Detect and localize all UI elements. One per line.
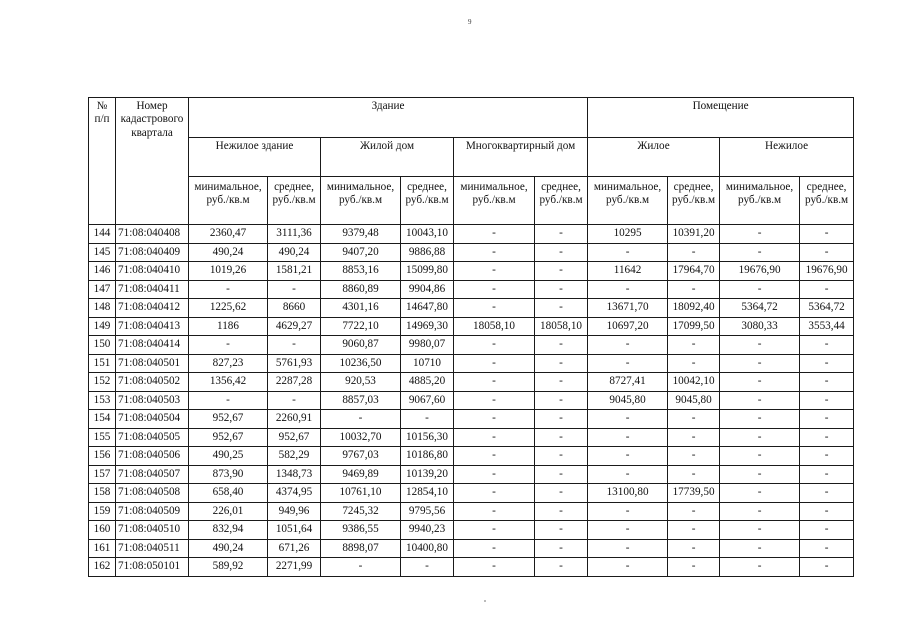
- table-body: [89, 225, 854, 577]
- cell-nonres-building-avg: 4374,95: [268, 484, 321, 503]
- cell-nonres-premises-min: -: [720, 484, 800, 503]
- cell-nonres-building-avg: -: [268, 391, 321, 410]
- cell-nonres-premises-avg: -: [800, 354, 854, 373]
- cell-res-premises-min: -: [588, 447, 668, 466]
- cell-num: 160: [89, 521, 116, 540]
- table-row: [89, 299, 854, 318]
- cell-nonres-premises-avg: -: [800, 539, 854, 558]
- cell-apartment-min: -: [454, 336, 535, 355]
- header-avg: среднее, руб./кв.м: [668, 177, 720, 225]
- cell-apartment-avg: -: [535, 502, 588, 521]
- cell-apartment-avg: -: [535, 280, 588, 299]
- cell-quarter: 71:08:040408: [116, 225, 189, 244]
- header-group-nonresidential-premises: Нежилое: [720, 138, 854, 177]
- table-row: [89, 391, 854, 410]
- table-row: [89, 447, 854, 466]
- table-row: [89, 317, 854, 336]
- cell-nonres-building-avg: 949,96: [268, 502, 321, 521]
- cell-quarter: 71:08:040510: [116, 521, 189, 540]
- cell-nonres-premises-min: -: [720, 465, 800, 484]
- cell-apartment-avg: -: [535, 225, 588, 244]
- cell-house-min: 9379,48: [321, 225, 401, 244]
- cell-house-min: 9060,87: [321, 336, 401, 355]
- cell-res-premises-min: 10295: [588, 225, 668, 244]
- cell-res-premises-avg: 18092,40: [668, 299, 720, 318]
- cell-apartment-min: -: [454, 484, 535, 503]
- table-row: [89, 521, 854, 540]
- cell-res-premises-min: -: [588, 280, 668, 299]
- cell-nonres-building-avg: 952,67: [268, 428, 321, 447]
- scan-speck: [484, 600, 486, 602]
- cell-nonres-building-min: 2360,47: [189, 225, 268, 244]
- cell-apartment-min: -: [454, 539, 535, 558]
- cell-nonres-building-avg: -: [268, 280, 321, 299]
- cell-house-avg: -: [401, 410, 454, 429]
- table-row: [89, 373, 854, 392]
- cell-quarter: 71:08:040501: [116, 354, 189, 373]
- cell-apartment-avg: -: [535, 373, 588, 392]
- cell-res-premises-avg: -: [668, 354, 720, 373]
- cell-nonres-building-avg: 2260,91: [268, 410, 321, 429]
- cell-nonres-premises-min: 3080,33: [720, 317, 800, 336]
- cell-house-min: 7245,32: [321, 502, 401, 521]
- cell-nonres-building-min: 1225,62: [189, 299, 268, 318]
- cell-house-min: 10236,50: [321, 354, 401, 373]
- cell-res-premises-avg: 17964,70: [668, 262, 720, 281]
- header-premises: Помещение: [588, 98, 854, 138]
- cell-nonres-premises-avg: 5364,72: [800, 299, 854, 318]
- cell-house-avg: 9980,07: [401, 336, 454, 355]
- cell-res-premises-avg: -: [668, 280, 720, 299]
- cell-nonres-building-avg: 2287,28: [268, 373, 321, 392]
- cell-house-min: 8857,03: [321, 391, 401, 410]
- cell-house-min: 9407,20: [321, 243, 401, 262]
- table-row: [89, 280, 854, 299]
- header-group-residential-premises: Жилое: [588, 138, 720, 177]
- cell-house-avg: 9904,86: [401, 280, 454, 299]
- cell-house-avg: 14969,30: [401, 317, 454, 336]
- cell-nonres-building-min: 1186: [189, 317, 268, 336]
- cell-house-min: 10032,70: [321, 428, 401, 447]
- cell-num: 147: [89, 280, 116, 299]
- cell-nonres-premises-avg: -: [800, 447, 854, 466]
- cell-apartment-min: -: [454, 465, 535, 484]
- cell-nonres-building-min: 490,24: [189, 539, 268, 558]
- cell-quarter: 71:08:040411: [116, 280, 189, 299]
- cell-nonres-building-avg: 2271,99: [268, 558, 321, 577]
- table-row: [89, 428, 854, 447]
- cell-house-avg: 10043,10: [401, 225, 454, 244]
- header-min: минимальное, руб./кв.м: [588, 177, 668, 225]
- cell-res-premises-avg: -: [668, 502, 720, 521]
- header-avg: среднее, руб./кв.м: [268, 177, 321, 225]
- cell-nonres-premises-avg: -: [800, 502, 854, 521]
- cell-house-min: 9386,55: [321, 521, 401, 540]
- cell-nonres-premises-min: -: [720, 373, 800, 392]
- cell-nonres-premises-min: -: [720, 539, 800, 558]
- table-row: [89, 354, 854, 373]
- cell-house-avg: 14647,80: [401, 299, 454, 318]
- cadastral-value-table: [88, 97, 854, 577]
- cell-nonres-building-avg: 1581,21: [268, 262, 321, 281]
- header-group-apartment-building: Многоквартирный дом: [454, 138, 588, 177]
- cell-res-premises-avg: 17099,50: [668, 317, 720, 336]
- cell-house-avg: 15099,80: [401, 262, 454, 281]
- cell-res-premises-min: 13100,80: [588, 484, 668, 503]
- header-quarter: Номер кадастрового квартала: [116, 98, 189, 225]
- cell-nonres-building-avg: 4629,27: [268, 317, 321, 336]
- cell-nonres-building-avg: 582,29: [268, 447, 321, 466]
- cell-res-premises-min: 8727,41: [588, 373, 668, 392]
- cell-quarter: 71:08:040511: [116, 539, 189, 558]
- cell-nonres-premises-min: -: [720, 336, 800, 355]
- cell-nonres-building-min: 832,94: [189, 521, 268, 540]
- cell-nonres-premises-avg: -: [800, 465, 854, 484]
- cell-res-premises-avg: 10042,10: [668, 373, 720, 392]
- cell-nonres-premises-avg: -: [800, 410, 854, 429]
- cell-nonres-building-min: 873,90: [189, 465, 268, 484]
- cell-house-min: 9767,03: [321, 447, 401, 466]
- cell-res-premises-avg: -: [668, 558, 720, 577]
- cell-house-avg: 4885,20: [401, 373, 454, 392]
- cell-apartment-avg: -: [535, 336, 588, 355]
- cell-apartment-min: -: [454, 410, 535, 429]
- cell-res-premises-avg: -: [668, 521, 720, 540]
- cell-num: 153: [89, 391, 116, 410]
- cell-apartment-min: -: [454, 225, 535, 244]
- cell-num: 144: [89, 225, 116, 244]
- cell-nonres-premises-avg: -: [800, 558, 854, 577]
- cell-apartment-min: -: [454, 243, 535, 262]
- table-row: [89, 225, 854, 244]
- cell-house-avg: 9886,88: [401, 243, 454, 262]
- cell-quarter: 71:08:040502: [116, 373, 189, 392]
- cell-apartment-min: -: [454, 521, 535, 540]
- cell-nonres-premises-min: -: [720, 521, 800, 540]
- cell-apartment-avg: -: [535, 484, 588, 503]
- cell-house-avg: 12854,10: [401, 484, 454, 503]
- cell-nonres-building-min: 1019,26: [189, 262, 268, 281]
- cell-quarter: 71:08:040504: [116, 410, 189, 429]
- cell-apartment-min: -: [454, 354, 535, 373]
- header-group-nonresidential-building: Нежилое здание: [189, 138, 321, 177]
- cell-house-min: 9469,89: [321, 465, 401, 484]
- cell-res-premises-min: -: [588, 539, 668, 558]
- cell-house-min: 8853,16: [321, 262, 401, 281]
- cell-nonres-premises-min: -: [720, 502, 800, 521]
- cell-house-min: 10761,10: [321, 484, 401, 503]
- cell-apartment-min: -: [454, 428, 535, 447]
- cell-apartment-min: 18058,10: [454, 317, 535, 336]
- cell-nonres-premises-avg: -: [800, 484, 854, 503]
- cell-num: 152: [89, 373, 116, 392]
- cell-quarter: 71:08:040413: [116, 317, 189, 336]
- cell-nonres-premises-min: -: [720, 558, 800, 577]
- cell-apartment-avg: 18058,10: [535, 317, 588, 336]
- cell-house-avg: 9795,56: [401, 502, 454, 521]
- header-avg: среднее, руб./кв.м: [401, 177, 454, 225]
- cell-num: 161: [89, 539, 116, 558]
- cell-nonres-building-avg: 5761,93: [268, 354, 321, 373]
- cell-apartment-min: -: [454, 447, 535, 466]
- cell-apartment-avg: -: [535, 410, 588, 429]
- cell-num: 151: [89, 354, 116, 373]
- cell-nonres-premises-avg: -: [800, 243, 854, 262]
- cell-house-avg: 10710: [401, 354, 454, 373]
- cell-apartment-avg: -: [535, 465, 588, 484]
- cell-nonres-premises-avg: 3553,44: [800, 317, 854, 336]
- cell-res-premises-min: -: [588, 243, 668, 262]
- cell-quarter: 71:08:040509: [116, 502, 189, 521]
- cell-quarter: 71:08:040503: [116, 391, 189, 410]
- cell-nonres-premises-min: -: [720, 280, 800, 299]
- header-min: минимальное, руб./кв.м: [720, 177, 800, 225]
- header-group-residential-house: Жилой дом: [321, 138, 454, 177]
- cell-num: 157: [89, 465, 116, 484]
- header-building: Здание: [189, 98, 588, 138]
- cell-nonres-building-avg: 1051,64: [268, 521, 321, 540]
- cell-num: 146: [89, 262, 116, 281]
- cell-apartment-avg: -: [535, 539, 588, 558]
- header-min: минимальное, руб./кв.м: [454, 177, 535, 225]
- cell-nonres-premises-avg: -: [800, 280, 854, 299]
- cell-nonres-building-avg: 3111,36: [268, 225, 321, 244]
- cell-res-premises-min: -: [588, 336, 668, 355]
- cell-nonres-building-min: -: [189, 280, 268, 299]
- cell-num: 159: [89, 502, 116, 521]
- cell-apartment-avg: -: [535, 391, 588, 410]
- cell-apartment-avg: -: [535, 243, 588, 262]
- cell-apartment-avg: -: [535, 447, 588, 466]
- cell-res-premises-avg: 17739,50: [668, 484, 720, 503]
- cell-num: 162: [89, 558, 116, 577]
- cell-nonres-premises-avg: -: [800, 225, 854, 244]
- cell-house-min: 4301,16: [321, 299, 401, 318]
- cell-apartment-min: -: [454, 299, 535, 318]
- cell-house-avg: 10156,30: [401, 428, 454, 447]
- cell-nonres-premises-avg: 19676,90: [800, 262, 854, 281]
- cell-house-avg: 10186,80: [401, 447, 454, 466]
- cell-house-min: -: [321, 410, 401, 429]
- cell-nonres-premises-min: -: [720, 410, 800, 429]
- cell-house-avg: 10400,80: [401, 539, 454, 558]
- cell-num: 155: [89, 428, 116, 447]
- cell-nonres-premises-min: -: [720, 447, 800, 466]
- table-row: [89, 539, 854, 558]
- cell-res-premises-avg: -: [668, 243, 720, 262]
- table-row: [89, 484, 854, 503]
- cell-nonres-building-avg: 490,24: [268, 243, 321, 262]
- cell-apartment-avg: -: [535, 299, 588, 318]
- cell-nonres-building-min: 490,24: [189, 243, 268, 262]
- cell-house-min: 7722,10: [321, 317, 401, 336]
- table-row: [89, 558, 854, 577]
- cell-nonres-premises-avg: -: [800, 391, 854, 410]
- table-row: [89, 410, 854, 429]
- table-header: [89, 98, 854, 225]
- cell-num: 154: [89, 410, 116, 429]
- cell-nonres-premises-min: -: [720, 225, 800, 244]
- cell-apartment-min: -: [454, 391, 535, 410]
- cell-house-min: -: [321, 558, 401, 577]
- cell-apartment-avg: -: [535, 521, 588, 540]
- cell-nonres-building-min: 658,40: [189, 484, 268, 503]
- cell-num: 158: [89, 484, 116, 503]
- cell-nonres-building-min: 589,92: [189, 558, 268, 577]
- cell-nonres-building-min: 490,25: [189, 447, 268, 466]
- cell-res-premises-min: -: [588, 558, 668, 577]
- cell-res-premises-avg: -: [668, 539, 720, 558]
- cell-nonres-building-min: -: [189, 336, 268, 355]
- cell-quarter: 71:08:040507: [116, 465, 189, 484]
- cell-num: 149: [89, 317, 116, 336]
- cell-nonres-premises-min: 19676,90: [720, 262, 800, 281]
- cell-res-premises-min: 11642: [588, 262, 668, 281]
- cell-apartment-min: -: [454, 502, 535, 521]
- cell-nonres-premises-avg: -: [800, 336, 854, 355]
- cell-quarter: 71:08:040412: [116, 299, 189, 318]
- cell-quarter: 71:08:040414: [116, 336, 189, 355]
- cell-house-avg: 9940,23: [401, 521, 454, 540]
- cell-apartment-min: -: [454, 373, 535, 392]
- cell-nonres-building-min: -: [189, 391, 268, 410]
- cell-quarter: 71:08:040505: [116, 428, 189, 447]
- header-min: минимальное, руб./кв.м: [189, 177, 268, 225]
- cell-nonres-premises-avg: -: [800, 373, 854, 392]
- cell-house-avg: -: [401, 558, 454, 577]
- cell-nonres-premises-min: -: [720, 354, 800, 373]
- cell-nonres-building-avg: -: [268, 336, 321, 355]
- cell-res-premises-avg: 9045,80: [668, 391, 720, 410]
- header-avg: среднее, руб./кв.м: [800, 177, 854, 225]
- cell-res-premises-avg: -: [668, 428, 720, 447]
- cell-res-premises-min: 9045,80: [588, 391, 668, 410]
- cell-res-premises-avg: -: [668, 410, 720, 429]
- cell-nonres-premises-avg: -: [800, 521, 854, 540]
- cell-nonres-premises-min: -: [720, 391, 800, 410]
- table-row: [89, 336, 854, 355]
- cell-num: 148: [89, 299, 116, 318]
- page-number: 9: [468, 18, 472, 26]
- cell-nonres-premises-min: 5364,72: [720, 299, 800, 318]
- cell-res-premises-avg: 10391,20: [668, 225, 720, 244]
- cell-res-premises-min: -: [588, 465, 668, 484]
- cell-apartment-avg: -: [535, 558, 588, 577]
- cell-num: 145: [89, 243, 116, 262]
- cell-num: 150: [89, 336, 116, 355]
- cell-res-premises-avg: -: [668, 447, 720, 466]
- cell-quarter: 71:08:040508: [116, 484, 189, 503]
- table-row: [89, 465, 854, 484]
- cell-nonres-building-avg: 671,26: [268, 539, 321, 558]
- cell-res-premises-min: -: [588, 521, 668, 540]
- cell-house-min: 920,53: [321, 373, 401, 392]
- cell-nonres-premises-min: -: [720, 243, 800, 262]
- cell-res-premises-avg: -: [668, 336, 720, 355]
- cell-apartment-min: -: [454, 280, 535, 299]
- cell-quarter: 71:08:050101: [116, 558, 189, 577]
- cell-apartment-min: -: [454, 262, 535, 281]
- cell-apartment-min: -: [454, 558, 535, 577]
- cell-nonres-building-min: 952,67: [189, 410, 268, 429]
- header-min: минимальное, руб./кв.м: [321, 177, 401, 225]
- cell-res-premises-min: -: [588, 410, 668, 429]
- table-row: [89, 243, 854, 262]
- cell-quarter: 71:08:040410: [116, 262, 189, 281]
- cell-nonres-building-min: 827,23: [189, 354, 268, 373]
- cell-res-premises-min: 10697,20: [588, 317, 668, 336]
- table-row: [89, 262, 854, 281]
- cell-nonres-building-avg: 1348,73: [268, 465, 321, 484]
- header-num: № п/п: [89, 98, 116, 225]
- cell-apartment-avg: -: [535, 354, 588, 373]
- cell-num: 156: [89, 447, 116, 466]
- cell-house-min: 8860,89: [321, 280, 401, 299]
- cell-res-premises-avg: -: [668, 465, 720, 484]
- cell-house-avg: 9067,60: [401, 391, 454, 410]
- cell-res-premises-min: -: [588, 428, 668, 447]
- cell-nonres-building-min: 226,01: [189, 502, 268, 521]
- cell-nonres-premises-min: -: [720, 428, 800, 447]
- cell-res-premises-min: 13671,70: [588, 299, 668, 318]
- cell-nonres-premises-avg: -: [800, 428, 854, 447]
- header-avg: среднее, руб./кв.м: [535, 177, 588, 225]
- cell-house-min: 8898,07: [321, 539, 401, 558]
- cell-res-premises-min: -: [588, 354, 668, 373]
- cell-quarter: 71:08:040409: [116, 243, 189, 262]
- cell-nonres-building-avg: 8660: [268, 299, 321, 318]
- cell-apartment-avg: -: [535, 428, 588, 447]
- cell-house-avg: 10139,20: [401, 465, 454, 484]
- cell-nonres-building-min: 952,67: [189, 428, 268, 447]
- cell-apartment-avg: -: [535, 262, 588, 281]
- table-row: [89, 502, 854, 521]
- cell-res-premises-min: -: [588, 502, 668, 521]
- cell-nonres-building-min: 1356,42: [189, 373, 268, 392]
- cell-quarter: 71:08:040506: [116, 447, 189, 466]
